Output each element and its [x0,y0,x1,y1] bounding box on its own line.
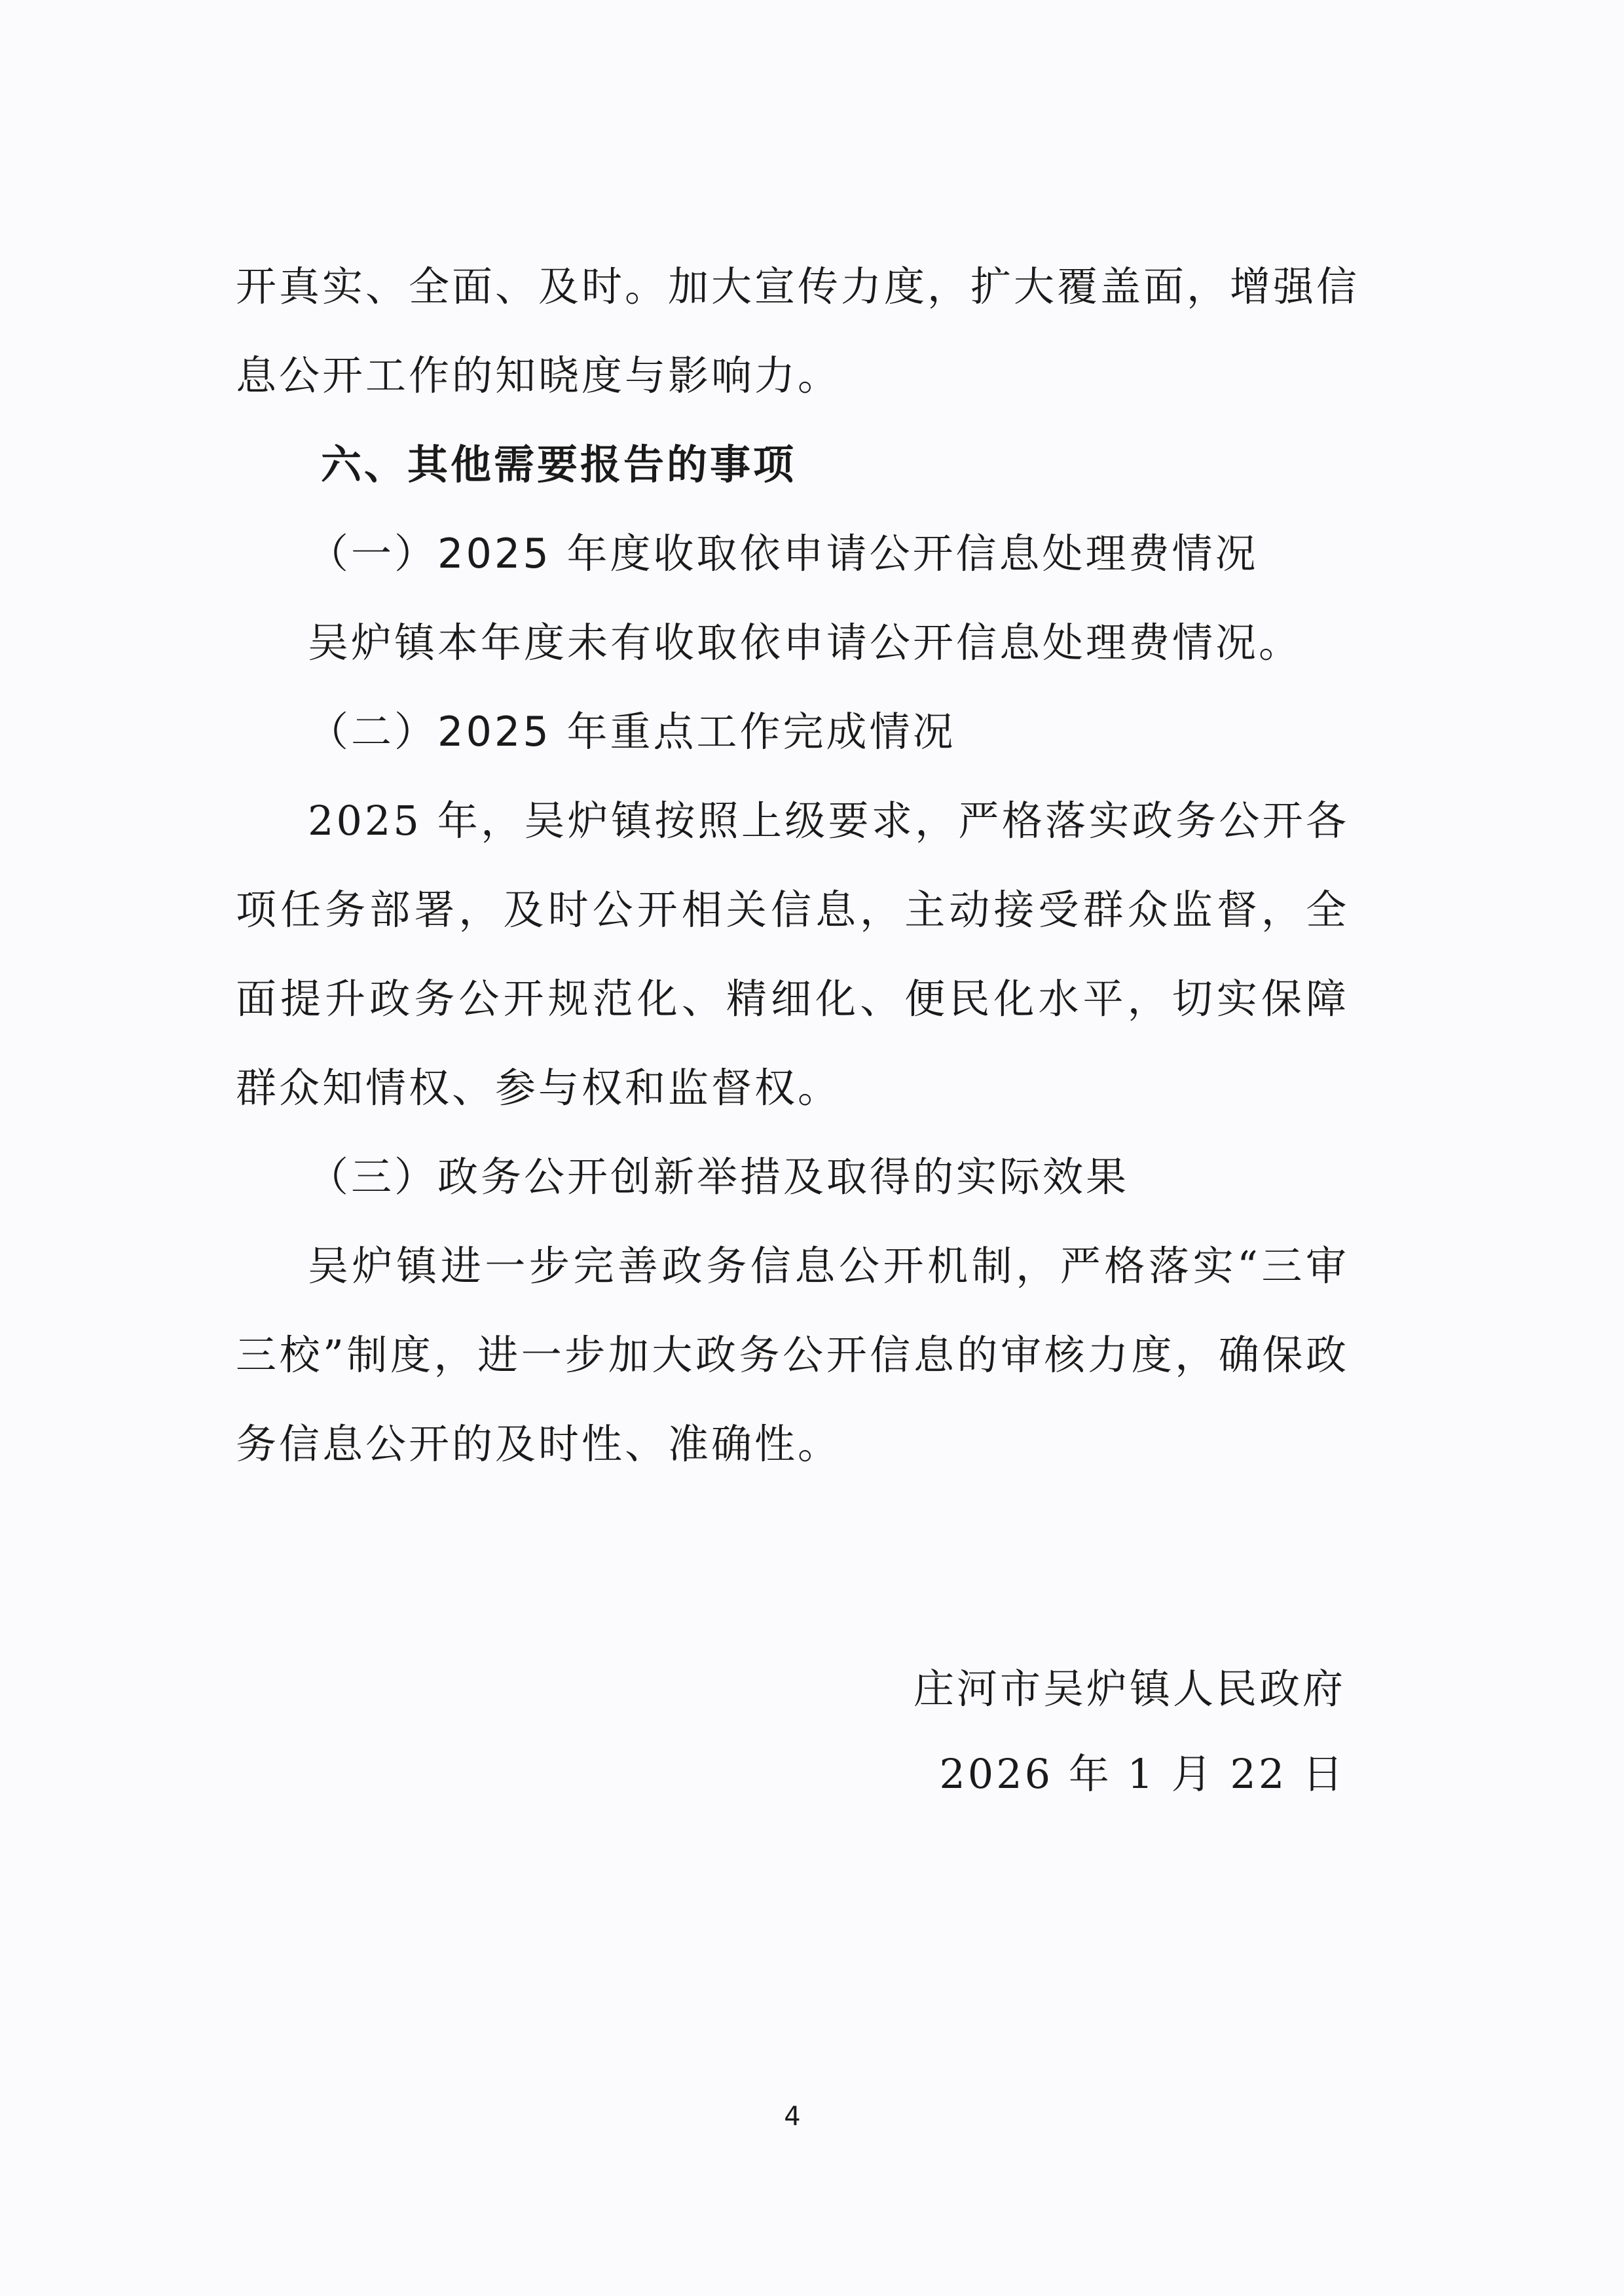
subsection-1-prefix: （一） [308,530,438,577]
subsection-2-prefix: （二） [308,708,438,756]
subsection-3-body: 吴炉镇进一步完善政务信息公开机制，严格落实“三审三校”制度，进一步加大政务公开信息的审核力度，确保政务信息公开的及时性、准确性。 [236,1242,1349,1468]
intro-line-1: 开真实、全面、及时。加大宣传力度，扩大覆盖面，增强信 [236,263,1360,310]
section-heading: 六、其他需要报告的事项 [321,441,797,488]
document-body [236,242,1360,1489]
subsection-2-title [236,687,1349,776]
subsection-1-title [236,509,1349,598]
signature-block [913,1647,1346,1817]
subsection-3-title [236,1133,1349,1222]
subsection-2-body: 2025 年，吴炉镇按照上级要求，严格落实政务公开各项任务部署，及时公开相关信息，主动接受群众监督，全面提升政务公开规范化、精细化、便民化水平，切实保障群众知情权、参与权和监督权。 [236,797,1349,1112]
subsection-1-year: 2025 [437,530,551,577]
subsection-2-year: 2025 [437,708,551,756]
page-number: 4 [784,2102,801,2132]
subsection-3-title-text: 政务公开创新举措及取得的实际效果 [437,1153,1130,1201]
subsection-3-prefix: （三） [308,1153,438,1201]
intro-line-2: 息公开工作的知晓度与影响力。 [236,352,841,399]
subsection-1-title-text: 年度收取依申请公开信息处理费情况 [551,530,1259,577]
issue-date: 2026 年 1 月 22 日 [939,1750,1346,1798]
subsection-2-title-text: 年重点工作完成情况 [551,708,956,756]
subsection-1-body: 吴炉镇本年度未有收取依申请公开信息处理费情况。 [308,619,1302,666]
issuing-organization: 庄河市吴炉镇人民政府 [913,1665,1346,1713]
